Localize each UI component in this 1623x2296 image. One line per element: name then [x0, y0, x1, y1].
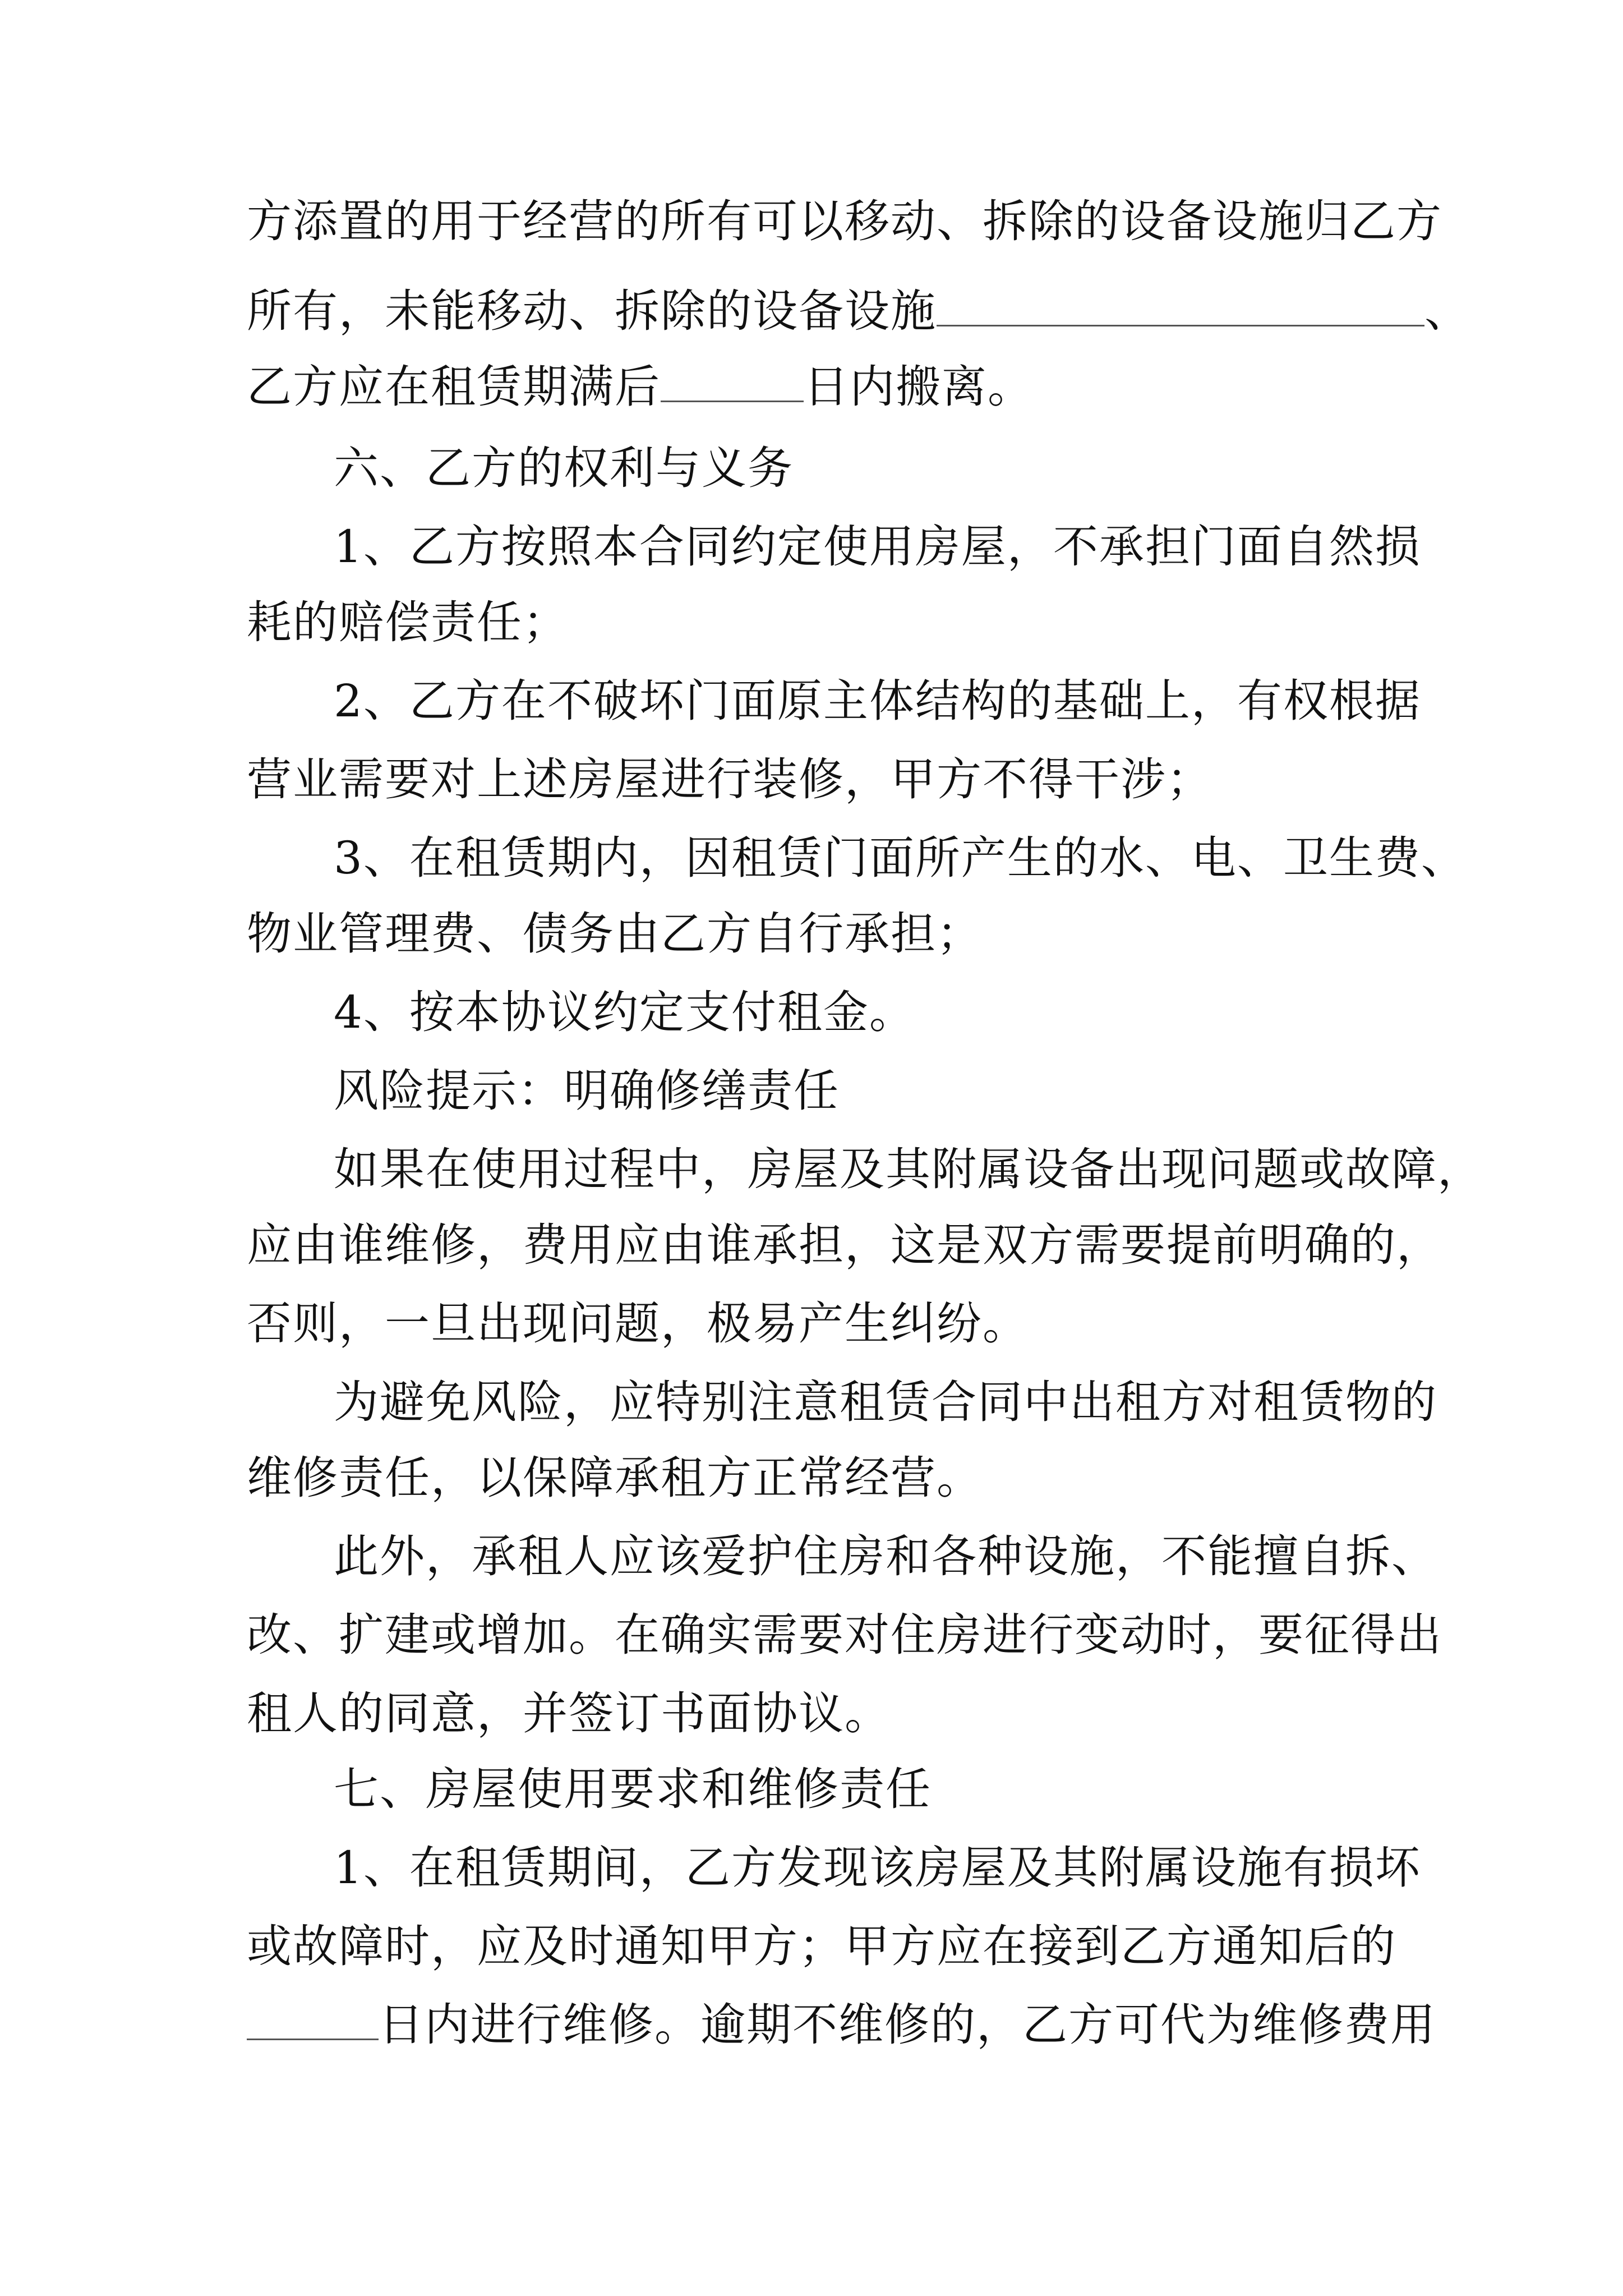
- text-segment: 日内进行维修。逾期不维修的，乙方可代为维修费用: [379, 1999, 1436, 2051]
- text-line: 3、在租赁期内，因租赁门面所产生的水、电、卫生费、: [334, 832, 1467, 884]
- text-line: 2、乙方在不破坏门面原主体结构的基础上，有权根据: [334, 675, 1421, 727]
- text-line: 此外，承租人应该爱护住房和各种设施，不能擅自拆、: [334, 1530, 1437, 1582]
- text-line: 4、按本协议约定支付租金。: [334, 986, 915, 1038]
- text-line: [247, 283, 1470, 339]
- fill-in-blank: [937, 289, 1424, 326]
- fill-in-blank: [661, 365, 804, 402]
- text-line: 或故障时，应及时通知甲方；甲方应在接到乙方通知后的: [247, 1920, 1396, 1972]
- text-line: 方添置的用于经营的所有可以移动、拆除的设备设施归乙方: [247, 195, 1442, 247]
- section-heading: 七、房屋使用要求和维修责任: [334, 1763, 932, 1815]
- text-line: 营业需要对上述房屋进行装修，甲方不得干涉；: [247, 753, 1212, 806]
- risk-heading: 风险提示：明确修缮责任: [334, 1065, 840, 1117]
- text-line: 1、乙方按照本合同约定使用房屋，不承担门面自然损: [334, 521, 1421, 573]
- text-line: 租人的同意，并签订书面协议。: [247, 1687, 891, 1740]
- text-line: 否则，一旦出现问题，极易产生纠纷。: [247, 1297, 1029, 1350]
- text-line: [247, 1997, 1436, 2053]
- text-line: 耗的赔偿责任；: [247, 596, 569, 648]
- text-segment: 乙方应在租赁期满后: [247, 361, 661, 413]
- text-line: 如果在使用过程中，房屋及其附属设备出现问题或故障，: [334, 1143, 1483, 1195]
- text-segment: 日内搬离。: [804, 361, 1034, 413]
- text-segment: 所有，未能移动、拆除的设备设施: [247, 285, 937, 337]
- text-segment: 、: [1424, 285, 1470, 337]
- text-line: 维修责任，以保障承租方正常经营。: [247, 1452, 983, 1504]
- text-line: 1、在租赁期间，乙方发现该房屋及其附属设施有损坏: [334, 1842, 1421, 1894]
- fill-in-blank: [247, 2003, 379, 2040]
- text-line: [247, 359, 1034, 415]
- text-line: 为避免风险，应特别注意租赁合同中出租方对租赁物的: [334, 1376, 1437, 1428]
- section-heading: 六、乙方的权利与义务: [334, 442, 794, 494]
- text-line: 改、扩建或增加。在确实需要对住房进行变动时，要征得出: [247, 1609, 1442, 1661]
- text-line: 应由谁维修，费用应由谁承担，这是双方需要提前明确的，: [247, 1219, 1442, 1271]
- text-line: 物业管理费、债务由乙方自行承担；: [247, 908, 983, 960]
